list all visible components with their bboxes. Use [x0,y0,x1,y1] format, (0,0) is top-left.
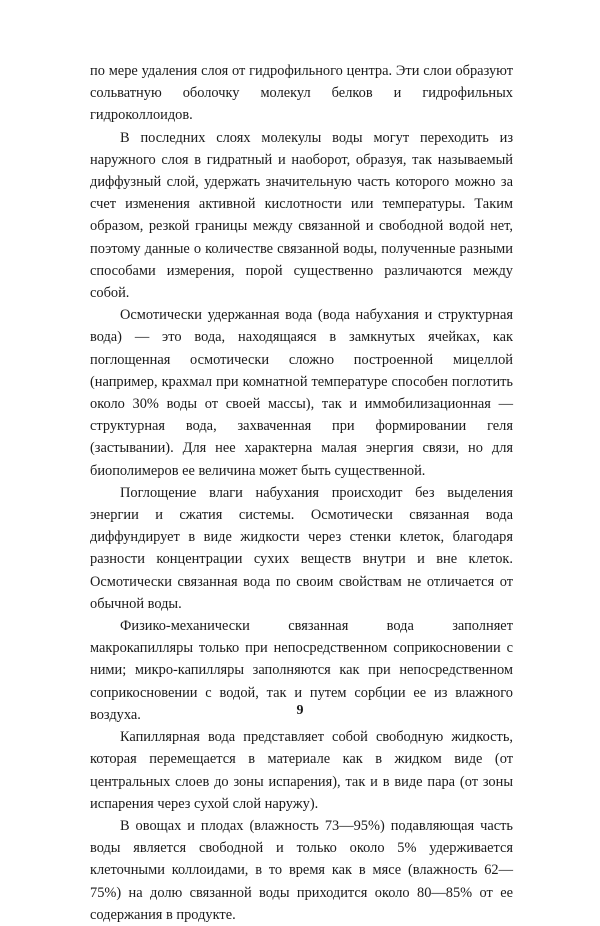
paragraph-1: по мере удаления слоя от гидрофильного центра. Эти слои образуют сольватную оболочку молекул белков и гидрофильных гидроколлоидов. [90,63,513,124]
body-text [90,60,513,926]
paragraph-7: В овощах и плодах (влажность 73—95%) подавляющая часть воды является свободной и только около 5% удерживается клеточными коллоидами, в то время как в мясе (влажность 62—75%) на долю связанной воды приходится около 80—85% от ее содержания в продукте. [90,817,513,923]
paragraph-3: Осмотически удержанная вода (вода набухания и структурная вода) — это вода, находящаяся в замкнутых ячейках, как поглощенная осмотически сложно построенной мицеллой (например, крахмал при комнатной температуре способен поглотить около 30% воды от своей массы), так и иммобилизационная — структурная вода, захваченная при формировании геля (застывании). Для нее характерна малая энергия связи, но для биополимеров ее величина может быть существенной. [90,307,513,479]
paragraph-2: В последних слоях молекулы воды могут переходить из наружного слоя в гидратный и наоборот, образуя, так называемый диффузный слой, удержать значительную часть которого можно за счет изменения активной кислотности или температуры. Таким образом, резкой границы между связанной и свободной водой нет, поэтому данные о количестве связанной воды, полученные разными способами измерения, порой существенно различаются между собой. [90,129,513,302]
paragraph-4: Поглощение влаги набухания происходит без выделения энергии и сжатия системы. Осмотически связанная вода диффундирует в виде жидкости через стенки клеток, благодаря разности концентрации сухих веществ внутри и вне клеток. Осмотически связанная вода по своим свойствам не отличается от обычной воды. [90,484,513,612]
paragraph-5: Физико-механически связанная вода заполняет макрокапилляры только при непосредственном соприкосновении с ними; микро-капилляры заполняются как при непосредственном соприкосновении с водой, так и путем сорбции ее из влажного воздуха. [90,618,513,723]
page-number: 9 [296,703,304,718]
paragraph-6: Капиллярная вода представляет собой свободную жидкость, которая перемещается в материале как в жидком виде (от центральных слоев до зоны испарения), так и в виде пара (от зоны испарения через сухой слой наружу). [90,729,513,812]
